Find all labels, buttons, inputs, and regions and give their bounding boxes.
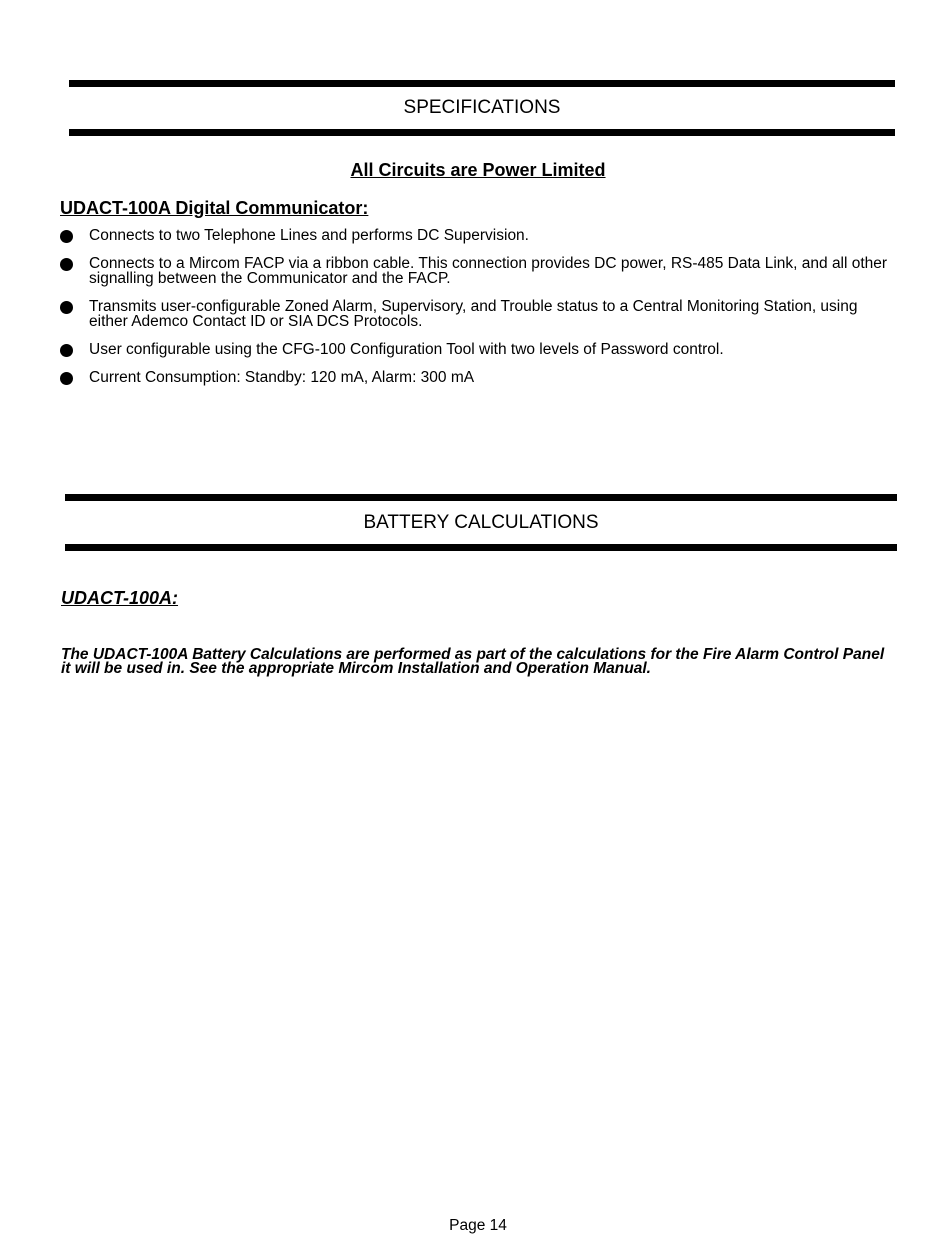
spec-bottom-rule xyxy=(69,129,895,136)
power-limited-note: All Circuits are Power Limited xyxy=(350,160,606,180)
list-item-text: Connects to two Telephone Lines and performs DC Supervision. xyxy=(89,227,529,244)
battery-device-heading: UDACT-100A: xyxy=(61,588,179,608)
battery-note: The UDACT-100A Battery Calculations are performed as part of the calculations for the Fire Alarm Control Panel it will be used in. See the appropriate Mircom Installation and Operation Manual. xyxy=(61,646,885,677)
battery-top-rule xyxy=(65,494,897,501)
list-item-text: Current Consumption: Standby: 120 mA, Alarm: 300 mA xyxy=(89,369,475,386)
battery-calculations-title: BATTERY CALCULATIONS xyxy=(363,512,599,533)
communicator-heading: UDACT-100A Digital Communicator: xyxy=(60,198,369,218)
list-item xyxy=(60,370,900,385)
bullet-icon xyxy=(60,258,73,271)
battery-bottom-rule xyxy=(65,544,897,551)
list-item-text: User configurable using the CFG-100 Configuration Tool with two levels of Password control. xyxy=(89,341,724,358)
list-item xyxy=(60,256,900,286)
page-number: Page 14 xyxy=(449,1217,507,1234)
bullet-icon xyxy=(60,372,73,385)
spec-top-rule xyxy=(69,80,895,87)
list-item-text: Connects to a Mircom FACP via a ribbon cable. This connection provides DC power, RS-485 Data Link, and all other signalling between the Communicator and the FACP. xyxy=(89,255,888,287)
list-item-text: Transmits user-configurable Zoned Alarm, Supervisory, and Trouble status to a Central Monitoring Station, using either Ademco Contact ID or SIA DCS Protocols. xyxy=(89,298,858,330)
specification-list xyxy=(60,228,900,398)
list-item xyxy=(60,342,900,357)
list-item xyxy=(60,299,900,329)
bullet-icon xyxy=(60,301,73,314)
bullet-icon xyxy=(60,230,73,243)
list-item xyxy=(60,228,900,243)
specifications-title: SPECIFICATIONS xyxy=(403,97,561,118)
bullet-icon xyxy=(60,344,73,357)
